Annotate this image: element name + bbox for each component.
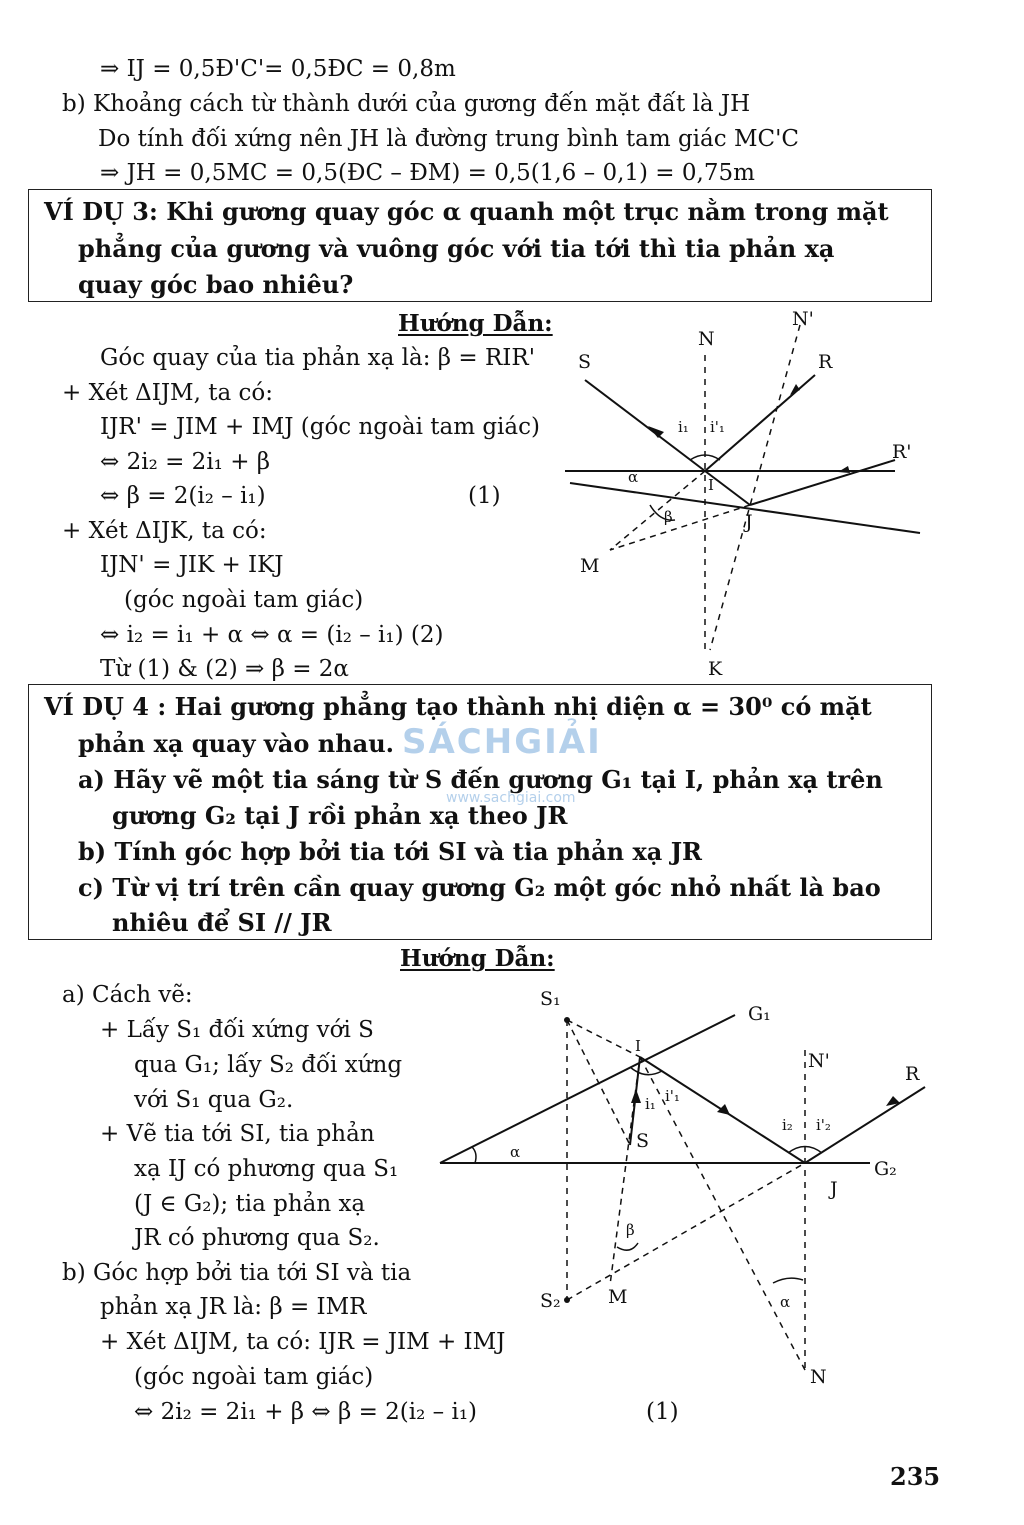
ex4-solution-line-5: + Vẽ tia tới SI, tia phản [100, 1121, 375, 1147]
label-n-prime: N' [792, 308, 814, 330]
label-i: I [708, 476, 714, 494]
label-m: M [580, 555, 600, 577]
label-beta: β [626, 1221, 635, 1239]
ex3-solution-line-8: (góc ngoài tam giác) [124, 587, 364, 613]
intro-line-2: b) Khoảng cách từ thành dưới của gương đến mặt đất là JH [62, 91, 751, 117]
dashed-i-m [610, 471, 705, 550]
label-j: J [830, 1178, 838, 1200]
ex4-solution-line-8: JR có phương qua S₂. [134, 1225, 380, 1251]
dashed-s1-j [567, 1020, 640, 1057]
intro-line-1: ⇒ IJ = 0,5Đ'C'= 0,5ĐC = 0,8m [100, 56, 456, 82]
ex4-solution-line-7: (J ∈ G₂); tia phản xạ [134, 1191, 366, 1217]
label-alpha-n: α [780, 1293, 791, 1311]
angle-alpha-g [472, 1147, 476, 1163]
ex4-solution-line-11: + Xét ΔIJM, ta có: IJR = JIM + IMJ [100, 1329, 506, 1355]
label-g2: G₂ [874, 1158, 897, 1180]
example-3-diagram [560, 300, 940, 690]
ex3-solution-line-2: + Xét ΔIJM, ta có: [62, 380, 273, 406]
ex3-solution-line-9: ⇔ i₂ = i₁ + α ⇔ α = (i₂ – i₁) (2) [100, 622, 444, 648]
example-4-line-1: VÍ DỤ 4 : Hai gương phẳng tạo thành nhị diện α = 30⁰ có mặt [44, 692, 872, 721]
label-alpha: α [628, 468, 639, 486]
label-i: I [635, 1037, 641, 1055]
label-i1-prime: i'₁ [665, 1087, 680, 1105]
example-3-line-2: phẳng của gương và vuông góc với tia tới thì tia phản xạ [78, 234, 835, 263]
example-4-line-3: a) Hãy vẽ một tia sáng từ S đến gương G₁ tại I, phản xạ trên [78, 765, 883, 794]
ex3-solution-line-3: IJR' = JIM + IMJ (góc ngoài tam giác) [100, 414, 540, 440]
label-i2: i₂ [782, 1116, 793, 1134]
watermark-url: www.sachgiai.com [446, 790, 576, 806]
dashed-s1-s [567, 1020, 630, 1145]
dashed-s2-j [567, 1163, 805, 1300]
dashed-j-m [610, 505, 750, 550]
example-4-line-2: phản xạ quay vào nhau. [78, 729, 394, 758]
ex3-solution-line-1: Góc quay của tia phản xạ là: β = RIR' [100, 345, 536, 371]
ex4-solution-line-9: b) Góc hợp bởi tia tới SI và tia [62, 1260, 412, 1286]
example-4-line-4: gương G₂ tại J rồi phản xạ theo JR [112, 801, 568, 830]
watermark-logo: SÁCHGIẢI [402, 722, 602, 762]
example-4-line-6: c) Từ vị trí trên cần quay gương G₂ một góc nhỏ nhất là bao [78, 873, 881, 902]
ex4-solution-line-3: qua G₁; lấy S₂ đối xứng [134, 1052, 403, 1078]
intro-line-4: ⇒ JH = 0,5MC = 0,5(ĐC – ĐM) = 0,5(1,6 – 0,1) = 0,75m [100, 160, 755, 186]
ex4-solution-line-13: ⇔ 2i₂ = 2i₁ + β ⇔ β = 2(i₂ – i₁) [134, 1399, 478, 1425]
label-r: R [905, 1063, 920, 1085]
label-i1: i₁ [678, 418, 689, 436]
label-k: K [708, 658, 723, 680]
angle-i-arc [690, 455, 720, 460]
label-j: J [745, 511, 753, 533]
example-4-guide-title: Hướng Dẫn: [400, 945, 555, 972]
example-4-diagram [430, 985, 950, 1395]
ex4-solution-line-2: + Lấy S₁ đối xứng với S [100, 1017, 374, 1043]
label-alpha-g: α [510, 1143, 521, 1161]
example-3-line-1: VÍ DỤ 3: Khi gương quay góc α quanh một trục nằm trong mặt [44, 197, 889, 226]
normal-n-prime-line [710, 325, 800, 650]
example-3-guide-title: Hướng Dẫn: [398, 310, 553, 337]
ex3-solution-line-7: IJN' = JIK + IKJ [100, 552, 284, 578]
reflected-ray-r-prime [750, 460, 895, 505]
angle-beta-arc [617, 1243, 638, 1250]
page-number: 235 [890, 1462, 941, 1491]
example-3-line-3: quay góc bao nhiêu? [78, 270, 354, 299]
ex3-solution-line-5: ⇔ β = 2(i₂ – i₁) [100, 483, 266, 509]
label-i1-prime: i'₁ [710, 418, 725, 436]
label-s1: S₁ [540, 988, 561, 1010]
ex3-solution-line-6: + Xét ΔIJK, ta có: [62, 518, 267, 544]
label-m: M [608, 1286, 628, 1308]
ex4-eq-tag: (1) [646, 1399, 679, 1425]
label-n: N [698, 328, 715, 350]
ex4-solution-line-6: xạ IJ có phương qua S₁ [134, 1156, 399, 1182]
ex3-solution-line-4: ⇔ 2i₂ = 2i₁ + β [100, 449, 271, 475]
example-4-line-5: b) Tính góc hợp bởi tia tới SI và tia phản xạ JR [78, 837, 702, 866]
label-s: S [636, 1130, 650, 1152]
label-g1: G₁ [748, 1003, 771, 1025]
ex4-solution-line-4: với S₁ qua G₂. [134, 1087, 294, 1113]
ex3-eq-tag: (1) [468, 483, 501, 509]
label-i2-prime: i'₂ [816, 1116, 831, 1134]
label-n-prime: N' [808, 1050, 830, 1072]
example-4-line-7: nhiêu để SI // JR [112, 908, 332, 937]
ex4-solution-line-12: (góc ngoài tam giác) [134, 1364, 374, 1390]
ex4-solution-line-10: phản xạ JR là: β = IMR [100, 1294, 367, 1320]
label-r-prime: R' [892, 441, 912, 463]
label-s: S [578, 351, 592, 373]
ex3-solution-line-10: Từ (1) & (2) ⇒ β = 2α [100, 656, 349, 682]
intro-line-3: Do tính đối xứng nên JH là đường trung bình tam giác MC'C [98, 126, 800, 152]
angle-alpha-n [773, 1278, 803, 1283]
label-n: N [810, 1366, 827, 1388]
ex4-solution-line-1: a) Cách vẽ: [62, 982, 193, 1008]
label-r: R [818, 351, 833, 373]
label-i1: i₁ [645, 1095, 656, 1113]
label-beta: β [664, 508, 673, 526]
label-s2: S₂ [540, 1290, 561, 1312]
